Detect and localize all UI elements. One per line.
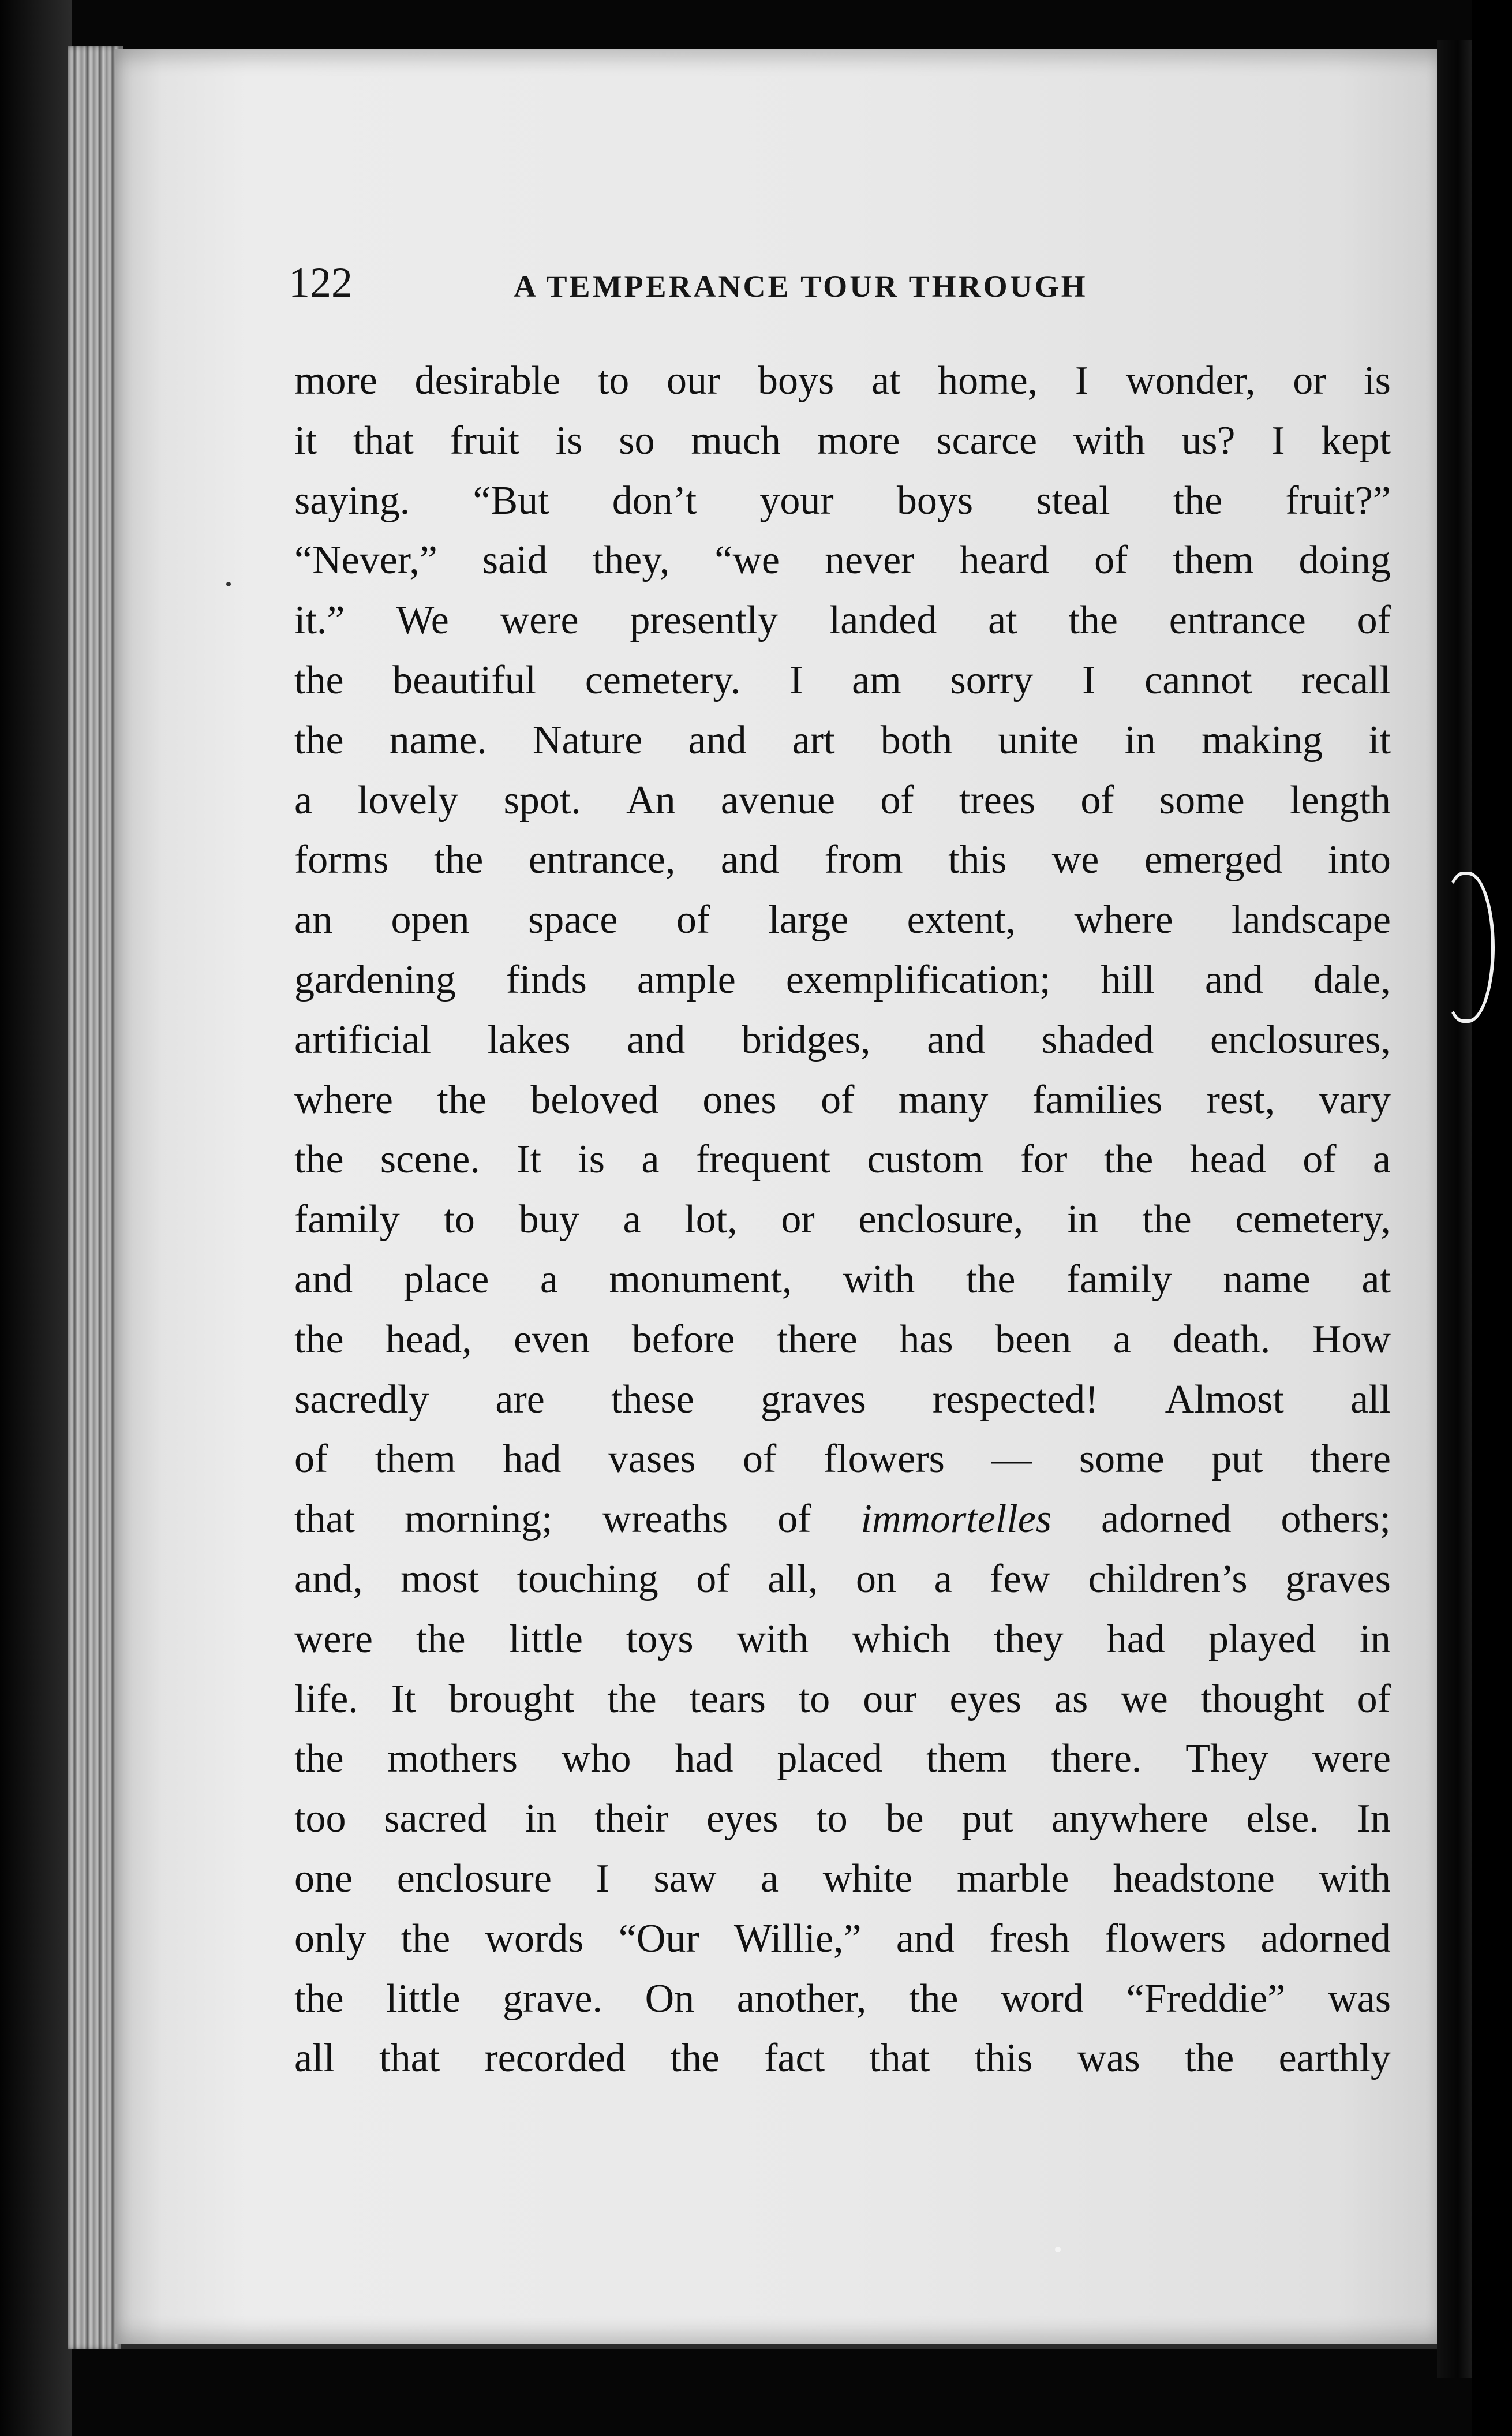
text-line: life. It brought the tears to our eyes as we thought of [294, 1676, 1391, 1721]
text-line: too sacred in their eyes to be put anywhere else. In [294, 1796, 1391, 1841]
running-title: A TEMPERANCE TOUR THROUGH [514, 269, 1088, 304]
speck [226, 582, 231, 586]
text-line: were the little toys with which they had played in [294, 1616, 1391, 1661]
text-line: saying. “But don’t your boys steal the fruit?” [294, 478, 1391, 523]
text-line: family to buy a lot, or enclosure, in the cemetery, [294, 1197, 1391, 1242]
text-line: the head, even before there has been a death. How [294, 1317, 1391, 1362]
text-line: gardening finds ample exemplification; hill and dale, [294, 957, 1391, 1002]
text-line: “Never,” said they, “we never heard of them doing [294, 538, 1391, 583]
text-line: of them had vases of flowers — some put there [294, 1437, 1391, 1482]
paper-stain [1442, 872, 1495, 1023]
scan-frame-right [1472, 0, 1512, 2436]
text-line: more desirable to our boys at home, I wonder, or is [294, 358, 1391, 403]
text-line: and place a monument, with the family name at [294, 1257, 1391, 1302]
text-line: forms the entrance, and from this we emerged into [294, 838, 1391, 883]
text-line: artificial lakes and bridges, and shaded enclosures, [294, 1017, 1391, 1062]
text-line: all that recorded the fact that this was the earthly [294, 2036, 1391, 2081]
text-line: it.” We were presently landed at the entrance of [294, 598, 1391, 643]
text-line: the mothers who had placed them there. They were [294, 1736, 1391, 1781]
text-line: the scene. It is a frequent custom for the head of a [294, 1137, 1391, 1182]
page-number: 122 [289, 259, 353, 307]
text-line: the name. Nature and art both unite in making it [294, 718, 1391, 763]
text-line: where the beloved ones of many families rest, vary [294, 1077, 1391, 1122]
running-head [289, 254, 1408, 312]
speck [1055, 2247, 1061, 2252]
text-line: one enclosure I saw a white marble headstone with [294, 1856, 1391, 1901]
text-line: an open space of large extent, where landscape [294, 898, 1391, 943]
text-line: sacredly are these graves respected! Almost all [294, 1377, 1391, 1422]
text-line: that morning; wreaths of immortelles adorned others; [294, 1497, 1391, 1542]
text-line: the little grave. On another, the word “Freddie” was [294, 1976, 1391, 2021]
text-line: the beautiful cemetery. I am sorry I cannot recall [294, 657, 1391, 703]
text-line: a lovely spot. An avenue of trees of some length [294, 778, 1391, 823]
scan-frame-left [0, 0, 72, 2436]
text-line: only the words “Our Willie,” and fresh flowers adorned [294, 1916, 1391, 1961]
text-line: and, most touching of all, on a few children’s graves [294, 1556, 1391, 1601]
text-line: it that fruit is so much more scarce with us? I kept [294, 418, 1391, 463]
page-bottom-edge [121, 2344, 1443, 2349]
body-text [294, 351, 1391, 2088]
book-binding-right [1437, 40, 1472, 2378]
page-edges [68, 46, 123, 2349]
